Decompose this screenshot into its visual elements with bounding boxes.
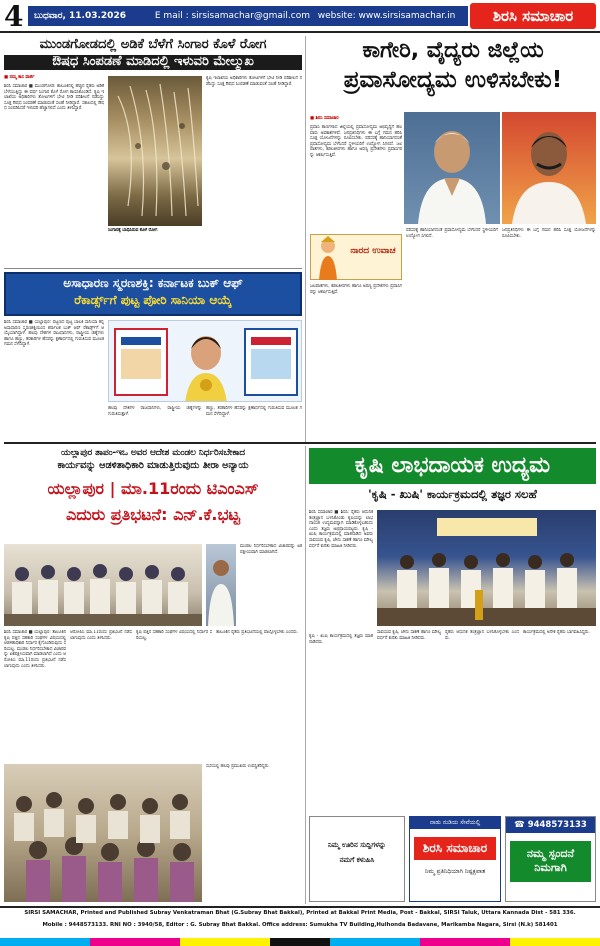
story3-headline-banner (4, 272, 302, 316)
story2-headline (310, 38, 596, 110)
story1-body-col1 (4, 84, 104, 274)
story4-body-continued-3: ಕೃಷಿ ಪತ್ತಿನ ಸಹಕಾರಿ ಸಂಘಗಳ ವಿಷಯದಲ್ಲಿ ನಿರ್ಧಾರ ಸರಿಯಲ್ಲ. (136, 630, 212, 641)
story5-body-col0b (309, 634, 373, 812)
story5-body-col2 (377, 630, 441, 812)
ad-box-news-line1: ನಿಮ್ಮ ಊರಿನ ಸುದ್ದಿಗಳನ್ನು (328, 841, 386, 849)
story3-body: ಶಿರಸಿ ಸಮಾಚಾರ ■ ಯಲ್ಲಾಪುರ: ಪಟ್ಟಣದ ಪುಟ್ಟ ಬಾಲಕಿ ಸಾನಿಯಾ ತನ್ನ ಅಸಾಧಾರಣ ಸ್ಮರಣಶಕ್ತಿಯಿಂದ ಕರ್ನಾಟಕ ಬುಕ್ ಆಫ್ ರೆಕಾರ್ಡ್ಸ್‌ಗೆ ಆಯ್ಕೆಯಾಗಿದ್ದಾಳೆ. ಹಲವು ದೇಶಗಳ ರಾಜಧಾನಿಗಳು, ರಾಷ್ಟ್ರೀಯ ಚಿಹ್ನೆಗಳು ಹಾಗೂ ಹಣ್ಣು, ತರಕಾರಿಗಳ ಹೆಸರನ್ನು ಕ್ಷಣಾರ್ಧದಲ್ಲಿ ಗುರುತಿಸುವ ಮೂಲಕ ಗಮನ ಸೆಳೆದಿದ್ದಾಳೆ. (4, 320, 104, 348)
story4-headline-line2: ಎದುರು ಪ್ರತಿಭಟನೆ: ಎನ್.ಕೆ.ಭಟ್ಟ (65, 505, 240, 525)
issue-date: ಬುಧವಾರ, 11.03.2026 (34, 11, 126, 21)
story1-headline-line2: ಔಷಧ ಸಿಂಪಡಣೆ ಮಾಡಿದಲ್ಲಿ ಇಳುವರಿ ಮೇಲ್ಮುಖ (4, 55, 302, 70)
ad-box-news-line2: ನಮಗೆ ಕಳುಹಿಸಿ (339, 856, 375, 864)
story5-body-continued-1: ಸಾವಯವ ಕೃಷಿ, ಜೇನು ಸಾಕಣೆ ಹಾಗೂ ಮೌಲ್ಯವರ್ಧನೆ ಕುರಿತು ಮಾಹಿತಿ ನೀಡಿದರು. (377, 630, 441, 641)
story5-body-continued-3: ಕಾರ್ಯಕ್ರಮದಲ್ಲಿ ಅನೇಕ ರೈತರು ಭಾಗವಹಿಸಿದ್ದರು. (523, 630, 590, 635)
story2-body-continued-3: ಜನಪ್ರತಿನಿಧಿಗಳು ಈ ಬಗ್ಗೆ ಗಮನ ಹರಿಸಿ ಸೂಕ್ತ ಯೋಜನೆಗಳನ್ನು ರೂಪಿಸಬೇಕು. (502, 228, 596, 239)
masthead-info-bar (28, 6, 468, 26)
email-address: E mail : sirsisamachar@gmail.com (154, 11, 310, 21)
story1-body: ಶಿರಸಿ ಸಮಾಚಾರ ■ ಮುಂಡಗೋಡ: ತಾಲೂಕಿನಲ್ಲಿ ಹೆಚ್ಚಿನ ರೈತರು ಅಡಿಕೆ ಬೆಳೆಯುತ್ತಿದ್ದು ಈ ವರ್ಷ ಸಿಂಗಾರ ಕೊಳೆ ರೋಗ ಕಾಣಿಸಿಕೊಂಡಿದೆ. ಕೃಷಿ ಇಲಾಖೆಯ ಅಧಿಕಾರಿಗಳು ತೋಟಗಳಿಗೆ ಭೇಟಿ ನೀಡಿ ಪರಿಶೀಲನೆ ನಡೆಸಿದ್ದು ಸೂಕ್ತ ಔಷಧ ಸಿಂಪಡಣೆ ಮಾಡುವಂತೆ ಸಲಹೆ ನೀಡಿದ್ದಾರೆ. ಸಕಾಲದಲ್ಲಿ ಔಷಧ ಸಿಂಪಡಿಸಿದರೆ ಇಳುವರಿ ಹೆಚ್ಚಾಗಲಿದೆ ಎಂದು ತಿಳಿಸಿದ್ದಾರೆ. (4, 84, 104, 112)
story4-body-col2 (70, 630, 132, 760)
story2-body-continued-2: ಪರಿಸರಕ್ಕೆ ಹಾನಿಯಾಗದಂತೆ ಪ್ರವಾಸೋದ್ಯಮ ಬೆಳೆಸಿದರೆ ಸ್ಥಳೀಯರಿಗೆ ಉದ್ಯೋಗ ಸಿಗಲಿದೆ. (406, 228, 498, 239)
story2-body-continued-1: ಜಲಪಾತಗಳು, ಕಡಲತೀರಗಳು ಹಾಗೂ ಅರಣ್ಯ ಪ್ರದೇಶಗಳು ಪ್ರವಾಸಿಗರನ್ನು ಆಕರ್ಷಿಸುತ್ತಿವೆ. (310, 284, 402, 295)
story3-body-col1 (4, 320, 104, 438)
color-registration-bar (0, 938, 600, 946)
narada-uvacha-badge (310, 234, 402, 280)
story4-body-right (240, 544, 302, 626)
column-divider (305, 446, 306, 904)
story2-photo-vaidya (502, 112, 596, 224)
story1-dateline: ■ ನಮ್ಮ ಕಾಸ ವಾರ್ತೆ (4, 75, 35, 80)
story4-kicker (4, 448, 302, 478)
story4-body-col3 (136, 630, 212, 760)
story4-body-continued-1: ಮಂಡಲ ನಿರ್ಧರಿಸಬೇಕಾದ ವಿಚಾರವನ್ನು ಏಕಪಕ್ಷೀಯವಾಗಿ ಮಾಡಲಾಗಿದೆ. (240, 544, 302, 555)
story2-photo-kageri (404, 112, 500, 224)
story5-body: ಶಿರಸಿ ಸಮಾಚಾರ ■ ಶಿರಸಿ: ರೈತರು ಆಧುನಿಕ ತಂತ್ರಜ್ಞಾನ ಬಳಸಿಕೊಂಡು ಕೃಷಿಯನ್ನು ಲಾಭದಾಯಕ ಉದ್ಯಮವನ್ನಾಗಿ ಮಾಡಿಕೊಳ್ಳಬಹುದು ಎಂದು ತಜ್ಞರು ಅಭಿಪ್ರಾಯಪಟ್ಟರು. ಕೃಷಿ - ಖುಷಿ ಕಾರ್ಯಕ್ರಮದಲ್ಲಿ ಮಾತನಾಡಿದ ಅವರು ಸಾವಯವ ಕೃಷಿ, ಜೇನು ಸಾಕಣೆ ಹಾಗೂ ಮೌಲ್ಯವರ್ಧನೆ ಕುರಿತು ಮಾಹಿತಿ ನೀಡಿದರು. (309, 510, 373, 549)
story4-headline (4, 480, 302, 540)
story4-body-col5 (206, 764, 302, 902)
ad-box-brand-subtext: ನಿಮ್ಮ ಪ್ರತಿನಿಧಿಯಾಗಿ ನಿಷ್ಪಕ್ಷಪಾತ (424, 868, 486, 875)
story4-photo-gathering (4, 764, 202, 902)
story3-body-continued-2: ಹಣ್ಣು, ತರಕಾರಿಗಳ ಹೆಸರನ್ನು ಕ್ಷಣಾರ್ಧದಲ್ಲಿ ಗುರುತಿಸುವ ಮೂಲಕ ಗಮನ ಸೆಳೆದಿದ್ದಾಳೆ. (206, 406, 302, 417)
story1-body-col3 (206, 76, 302, 264)
story5-photo-stage (377, 510, 596, 626)
story2-body-col4 (502, 228, 596, 434)
newspaper-brand: ಶಿರಸಿ ಸಮಾಚಾರ (470, 3, 596, 29)
divider (4, 268, 302, 269)
story4-kicker-line2: ಕಾರ್ಯವನ್ನು ಆಡಳಿತಾಧಿಕಾರಿ ಮಾಡುತ್ತಿರುವುದು ತೀರಾ ಅನ್ಯಾಯ (57, 460, 249, 472)
story1-headline-line1: ಮುಂಡಗೋಡದಲ್ಲಿ ಅಡಿಕೆ ಬೆಳೆಗೆ ಸಿಂಗಾರ ಕೊಳೆ ರೋಗ (39, 38, 267, 52)
story5-headline-line1: ಕೃಷಿ ಲಾಭದಾಯಕ ಉದ್ಯಮ (354, 453, 551, 478)
story2-body-col2 (310, 284, 402, 434)
story2-headline-line2: ಪ್ರವಾಸೋದ್ಯಮ ಉಳಿಸಬೇಕು! (343, 67, 563, 94)
section-divider (4, 442, 596, 444)
story1-body-continued: ಕೃಷಿ ಇಲಾಖೆಯ ಅಧಿಕಾರಿಗಳು ತೋಟಗಳಿಗೆ ಭೇಟಿ ನೀಡಿ ಪರಿಶೀಲನೆ ನಡೆಸಿದ್ದು ಸೂಕ್ತ ಔಷಧ ಸಿಂಪಡಣೆ ಮಾಡುವಂತೆ ಸಲಹೆ ನೀಡಿದ್ದಾರೆ. (206, 76, 302, 87)
story1-headline (4, 38, 302, 72)
ad-box-contact-text: ನಮ್ಮ ಸ್ಪಂದನೆ ನಿಮಗಾಗಿ (510, 841, 591, 882)
story2-headline-line1: ಕಾಗೇರಿ, ವೈದ್ಯರು ಜಿಲ್ಲೆಯ (362, 38, 544, 63)
story5-body-continued-2: ರೈತರು ಆಧುನಿಕ ತಂತ್ರಜ್ಞಾನ ಬಳಸಿಕೊಳ್ಳಬೇಕು ಎಂದರು. (445, 630, 519, 641)
ad-box-brand (409, 816, 501, 902)
story3-body-col3 (206, 406, 302, 438)
story4-photo-leader (206, 544, 236, 626)
story5-headline-banner (309, 448, 596, 484)
story3-headline-line2: ರೆಕಾರ್ಡ್ಸ್‌ಗೆ ಪುಟ್ಟ ಪೋರಿ ಸಾನಿಯಾ ಆಯ್ಕೆ (74, 293, 232, 307)
story3-body-continued-1: ಹಲವು ದೇಶಗಳ ರಾಜಧಾನಿಗಳು, ರಾಷ್ಟ್ರೀಯ ಚಿಹ್ನೆಗಳನ್ನು ಗುರುತಿಸುತ್ತಾಳೆ. (108, 406, 202, 417)
ad-box-news (309, 816, 405, 902)
story5-subheadline: 'ಕೃಷಿ - ಖುಷಿ' ಕಾರ್ಯಕ್ರಮದಲ್ಲಿ ತಜ್ಞರ ಸಲಹೆ (368, 488, 537, 501)
column-divider (305, 36, 306, 442)
story4-body-col1 (4, 630, 66, 760)
story5-body-col1 (309, 510, 373, 630)
story5-body-col3 (445, 630, 519, 812)
story4-body-continued-4: ತಾಲೂಕಿನ ರೈತರು ಪ್ರತಿಭಟನೆಯಲ್ಲಿ ಪಾಲ್ಗೊಳ್ಳಬೇಕು ಎಂದರು. (216, 630, 299, 635)
story4-body-continued-2: ಆರೋಪಿಸಿ ಮಾ.11ರಂದು ಪ್ರತಿಭಟನೆ ನಡೆಸಲಾಗುವುದು ಎಂದು ತಿಳಿಸಿದರು. (70, 630, 132, 641)
story4-body-continued-5: ಸಭೆಯಲ್ಲಿ ಹಲವು ಪ್ರಮುಖರು ಉಪಸ್ಥಿತರಿದ್ದರು. (206, 764, 270, 769)
narada-illustration-icon (313, 236, 343, 280)
story4-body-col4 (216, 630, 302, 760)
story5-body-continued-4: ಕೃಷಿ - ಖುಷಿ ಕಾರ್ಯಕ್ರಮದಲ್ಲಿ ತಜ್ಞರು ಮಾತನಾಡಿದರು. (309, 634, 373, 645)
story2-dateline: ■ ಶಿರಸಿ ಸಮಾಚಾರ (310, 116, 339, 121)
imprint-line1: SIRSI SAMACHAR, Printed and Published Subray Venkatraman Bhat (G.Subray Bhat Bakkal), Printed at Bakkal Print Media, Post - Bakkal, SIRSI Taluk, Uttara Kannada Dist - 581 336. (24, 910, 576, 916)
story4-kicker-line1: ಯಲ್ಲಾಪುರ ತಾಪಂ-ಇಒ ಅವರ ಆದೇಶ ಮಂಡಲ ನಿರ್ಧರಿಸಬೇಕಾದ (61, 448, 245, 458)
story4-photo-meeting (4, 544, 202, 626)
story2-body-col1 (310, 125, 402, 233)
story1-photo-areca-flower (108, 76, 202, 226)
ad-box-contact-phone: ☎ 9448573133 (506, 817, 595, 833)
ad-box-brand-tagline: ನಾಡು ನುಡಿಯ ಸೇವೆಯಲ್ಲಿ (410, 817, 500, 829)
ad-box-brand-name: ಶಿರಸಿ ಸಮಾಚಾರ (414, 837, 496, 860)
story2-body-col3 (406, 228, 498, 434)
page-number: 4 (4, 0, 24, 33)
story5-body-col4 (523, 630, 596, 812)
story4-body: ಶಿರಸಿ ಸಮಾಚಾರ ■ ಯಲ್ಲಾಪುರ: ತಾಲೂಕಿನ ಕೃಷಿ ಪತ್ತಿನ ಸಹಕಾರಿ ಸಂಘಗಳ ವಿಷಯದಲ್ಲಿ ಆಡಳಿತಾಧಿಕಾರಿ ನಿರ್ಧಾರ ಕೈಗೊಂಡಿರುವುದು ಸರಿಯಲ್ಲ. ಮಂಡಲ ನಿರ್ಧರಿಸಬೇಕಾದ ವಿಚಾರವನ್ನು ಏಕಪಕ್ಷೀಯವಾಗಿ ಮಾಡಲಾಗಿದೆ ಎಂದು ಆರೋಪಿಸಿ ಮಾ.11ರಂದು ಪ್ರತಿಭಟನೆ ನಡೆಸಲಾಗುವುದು ಎಂದು ತಿಳಿಸಿದರು. (4, 630, 66, 669)
story1-photo-caption: ಸಿಂಗಾರಕ್ಕೆ ಬಾಧಿಸಿರುವ ಕೊಳೆ ರೋಗ (108, 228, 158, 233)
ad-box-contact (505, 816, 596, 902)
website-address: website: www.sirsisamachar.in (317, 11, 456, 21)
column-name: ನಾರದ ಉವಾಚ (350, 246, 396, 256)
imprint-line2: Mobile : 9448573133. RNI NO : 3940/58, Editor : G. Subray Bhat Bakkal. Office address: Sumukha TV Building,Hulhonda Badavane, Marikamba Nagara, Sirsi (N.k) 581401 (42, 922, 558, 928)
story3-headline-line1: ಅಸಾಧಾರಣ ಸ್ಮರಣಶಕ್ತಿ: ಕರ್ನಾಟಕ ಬುಕ್ ಆಫ್ (63, 277, 243, 290)
story2-body: ಪ್ರವಾಸಿ ತಾಣಗಳಾದ ಜಿಲ್ಲೆಯಲ್ಲಿ ಪ್ರವಾಸೋದ್ಯಮ ಅಭಿವೃದ್ಧಿಗೆ ಹಲವಾರು ಅವಕಾಶಗಳಿವೆ. ಜನಪ್ರತಿನಿಧಿಗಳು ಈ ಬಗ್ಗೆ ಗಮನ ಹರಿಸಿ ಸೂಕ್ತ ಯೋಜನೆಗಳನ್ನು ರೂಪಿಸಬೇಕು. ಪರಿಸರಕ್ಕೆ ಹಾನಿಯಾಗದಂತೆ ಪ್ರವಾಸೋದ್ಯಮ ಬೆಳೆಸಿದರೆ ಸ್ಥಳೀಯರಿಗೆ ಉದ್ಯೋಗ ಸಿಗಲಿದೆ. ಜಲಪಾತಗಳು, ಕಡಲತೀರಗಳು ಹಾಗೂ ಅರಣ್ಯ ಪ್ರದೇಶಗಳು ಪ್ರವಾಸಿಗರನ್ನು ಆಕರ್ಷಿಸುತ್ತಿವೆ. (310, 125, 402, 158)
story4-headline-line1: ಯಲ್ಲಾಪುರ | ಮಾ.11ರಂದು ಟಿಎಂಎಸ್ (47, 480, 259, 498)
story3-photo-saniya (108, 320, 302, 402)
story3-body-col2 (108, 406, 202, 438)
